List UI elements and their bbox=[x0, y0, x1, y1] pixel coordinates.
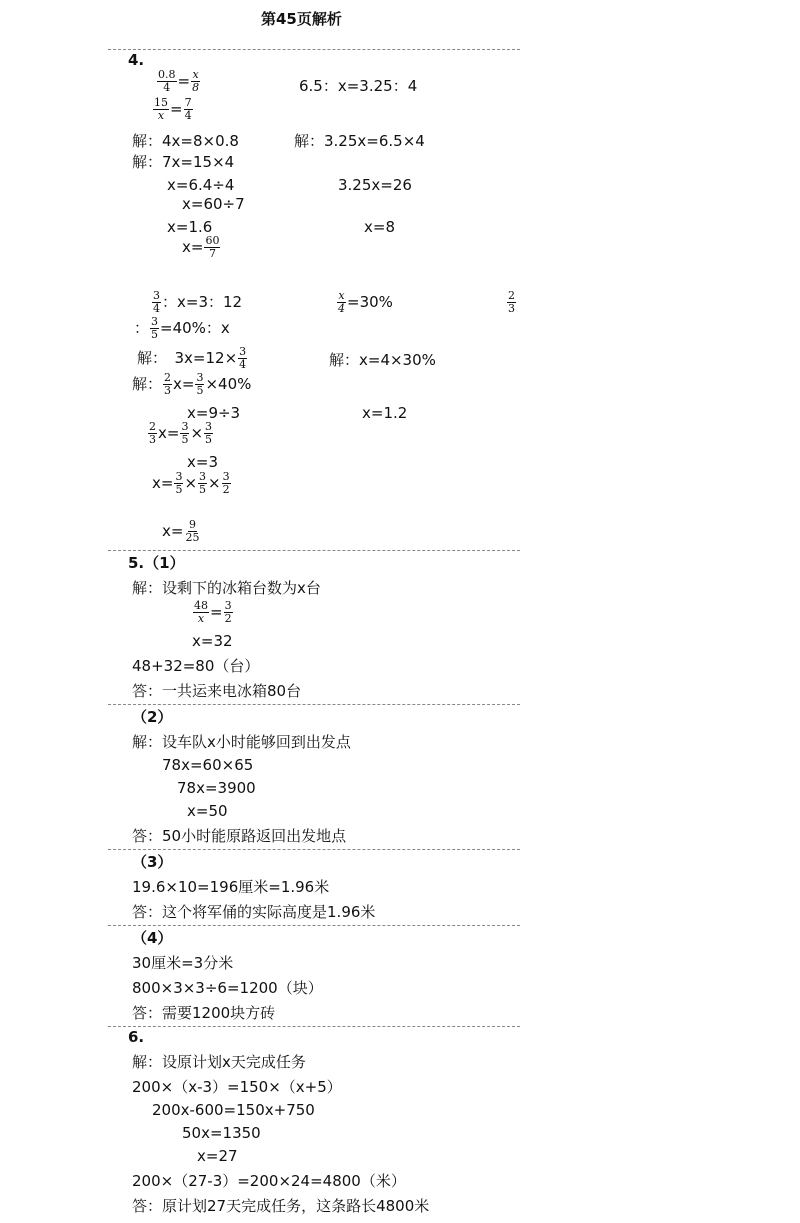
fraction: $\frac{0.8}{4}$ bbox=[158, 68, 176, 94]
question-6-label: 6. bbox=[128, 1028, 145, 1046]
divider bbox=[108, 550, 520, 551]
solution-line: 200×（x-3）=150×（x+5） bbox=[132, 1078, 342, 1096]
solution-line: $\frac{48}{x}$ = $\frac{3}{2}$ bbox=[194, 599, 232, 625]
solution-line: x= $\frac{3}{5}$ × $\frac{3}{5}$ × $\frac{3}{2}$ bbox=[152, 470, 230, 496]
fraction: $\frac{60}{7}$ bbox=[205, 234, 220, 260]
solution-line: x=50 bbox=[187, 802, 228, 820]
question-4-label: 4. bbox=[128, 51, 145, 69]
solution-line: x=60÷7 bbox=[182, 195, 245, 213]
solution-line: 19.6×10=196厘米=1.96米 bbox=[132, 878, 330, 896]
divider bbox=[108, 925, 520, 926]
fraction: $\frac{3}{4}$ bbox=[153, 289, 160, 315]
solution-line: x=27 bbox=[197, 1147, 238, 1165]
fraction: $\frac{48}{x}$ bbox=[194, 599, 208, 625]
solution-line: x=9÷3 bbox=[187, 404, 241, 422]
page-title: 第45页解析 bbox=[261, 10, 342, 28]
divider bbox=[108, 849, 520, 850]
solution-line: 50x=1350 bbox=[182, 1124, 261, 1142]
solution-line: x=32 bbox=[192, 632, 233, 650]
fraction: $\frac{2}{3}$ bbox=[149, 420, 156, 446]
fraction: $\frac{3}{5}$ bbox=[199, 470, 207, 496]
equation-4-1a: $\frac{0.8}{4}$ = $\frac{x}{8}$ bbox=[158, 68, 200, 94]
fraction: $\frac{15}{x}$ bbox=[154, 96, 168, 122]
question-5-4-label: （4） bbox=[132, 929, 173, 947]
equation-4-2c: ： $\frac{3}{5}$ =40%：x bbox=[134, 315, 230, 341]
fraction: $\frac{3}{5}$ bbox=[205, 420, 213, 446]
solution-line: 解： $\frac{2}{3}$ x= $\frac{3}{5}$ ×40% bbox=[132, 371, 252, 397]
solution-line: 解： 3x=12× $\frac{3}{4}$ bbox=[137, 345, 247, 371]
fraction: $\frac{3}{5}$ bbox=[196, 371, 204, 397]
answer-line: 答：需要1200块方砖 bbox=[132, 1004, 276, 1022]
solution-line: 解：4x=8×0.8 bbox=[132, 132, 239, 150]
fraction: $\frac{2}{3}$ bbox=[508, 289, 515, 315]
solution-line: 3.25x=26 bbox=[338, 176, 412, 194]
answer-line: 答：50小时能原路返回出发地点 bbox=[132, 827, 347, 845]
fraction: $\frac{x}{4}$ bbox=[338, 289, 345, 315]
question-5-2-label: （2） bbox=[132, 708, 173, 726]
equation-4-1b: 6.5：x=3.25：4 bbox=[299, 77, 418, 95]
fraction: $\frac{3}{5}$ bbox=[175, 470, 183, 496]
solution-line: 解：设剩下的冰箱台数为x台 bbox=[132, 579, 321, 597]
solution-line: 78x=3900 bbox=[177, 779, 256, 797]
solution-line: x= $\frac{9}{25}$ bbox=[162, 518, 200, 544]
solution-line: 解：设原计划x天完成任务 bbox=[132, 1053, 306, 1071]
solution-line: 解：3.25x=6.5×4 bbox=[294, 132, 425, 150]
divider bbox=[108, 704, 520, 705]
equation-4-2a: $\frac{3}{4}$ ：x=3：12 bbox=[153, 289, 243, 315]
solution-line: x= $\frac{60}{7}$ bbox=[182, 234, 220, 260]
solution-line: 48+32=80（台） bbox=[132, 657, 260, 675]
answer-line: 答：一共运来电冰箱80台 bbox=[132, 682, 302, 700]
solution-line: 800×3×3÷6=1200（块） bbox=[132, 979, 323, 997]
solution-line: x=3 bbox=[187, 453, 218, 471]
fraction: $\frac{x}{8}$ bbox=[192, 68, 200, 94]
answer-line: 答：原计划27天完成任务，这条路长4800米 bbox=[132, 1197, 430, 1215]
solution-line: 解：设车队x小时能够回到出发点 bbox=[132, 733, 351, 751]
fraction: $\frac{3}{4}$ bbox=[239, 345, 247, 371]
equation-4-2b: $\frac{x}{4}$ =30% bbox=[338, 289, 393, 315]
fraction: $\frac{3}{2}$ bbox=[222, 470, 230, 496]
solution-line: x=8 bbox=[364, 218, 395, 236]
fraction: $\frac{3}{5}$ bbox=[181, 420, 189, 446]
solution-line: 30厘米=3分米 bbox=[132, 954, 234, 972]
fraction: $\frac{2}{3}$ bbox=[164, 371, 172, 397]
solution-line: 解：x=4×30% bbox=[329, 351, 436, 369]
fraction: $\frac{7}{4}$ bbox=[184, 96, 192, 122]
question-5-3-label: （3） bbox=[132, 853, 173, 871]
divider bbox=[108, 49, 520, 50]
solution-line: 200×（27-3）=200×24=4800（米） bbox=[132, 1172, 406, 1190]
equation-4-1c: $\frac{15}{x}$ = $\frac{7}{4}$ bbox=[154, 96, 192, 122]
question-5-1-label: 5.（1） bbox=[128, 554, 185, 572]
solution-line: x=1.2 bbox=[362, 404, 408, 422]
divider bbox=[108, 1026, 520, 1027]
fraction: $\frac{3}{2}$ bbox=[224, 599, 232, 625]
solution-line: 78x=60×65 bbox=[162, 756, 254, 774]
fraction: $\frac{3}{5}$ bbox=[151, 315, 159, 341]
fraction: $\frac{9}{25}$ bbox=[185, 518, 200, 544]
answer-line: 答：这个将军俑的实际高度是1.96米 bbox=[132, 903, 376, 921]
solution-line: 200x-600=150x+750 bbox=[152, 1101, 315, 1119]
solution-line: x=6.4÷4 bbox=[167, 176, 235, 194]
solution-line: $\frac{2}{3}$ x= $\frac{3}{5}$ × $\frac{3}{5}$ bbox=[149, 420, 213, 446]
equation-4-2c-head bbox=[506, 290, 517, 315]
solution-line: x=1.6 bbox=[167, 218, 213, 236]
solution-line: 解：7x=15×4 bbox=[132, 153, 235, 171]
